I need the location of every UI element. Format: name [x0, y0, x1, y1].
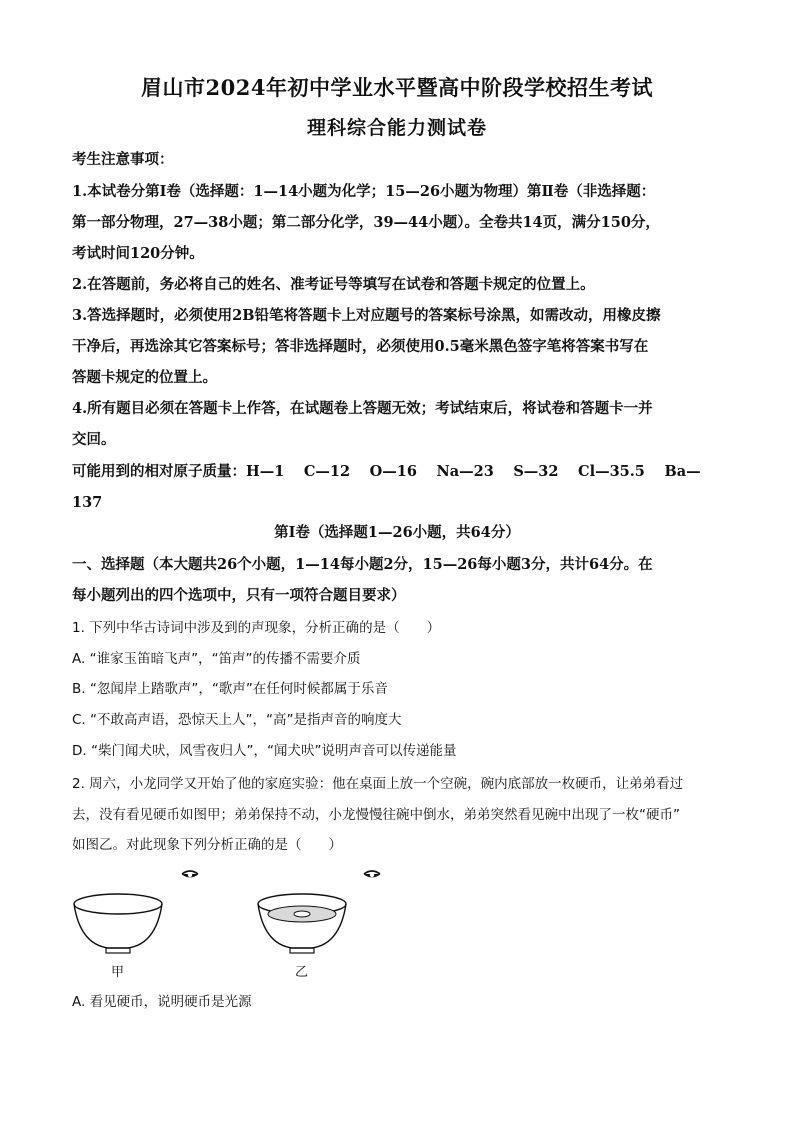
question-2-figure: [60, 862, 400, 982]
atomic-mass-line: 可能用到的相对原子质量：H—1 C—12 O—16 Na—23 S—32 Cl—35.5 Ba—: [72, 463, 701, 480]
eye-icon: [182, 871, 198, 877]
figure-label-yi: 乙: [295, 965, 309, 980]
question-2-stem: 如图乙。对此现象下列分析正确的是（ ）: [72, 837, 342, 853]
question-2-option-a: A. 看见硬币，说明硬币是光源: [72, 994, 252, 1010]
section-instructions: 每小题列出的四个选项中，只有一项符合题目要求）: [72, 587, 406, 604]
notice-line: 干净后，再选涂其它答案标号；答非选择题时，必须使用0.5毫米黑色签字笔将答案书写在: [72, 338, 649, 355]
bowl-figure: [60, 862, 400, 962]
notice-line: 3.答选择题时，必须使用2B铅笔将答题卡上对应题号的答案标号涂黑，如需改动，用橡皮擦: [72, 307, 661, 324]
notice-line: 4.所有题目必须在答题卡上作答，在试题卷上答题无效；考试结束后，将试卷和答题卡一并: [72, 400, 653, 417]
bowl-yi: [258, 894, 346, 953]
question-1-option-c: C. “不敢高声语，恐惊天上人”，“高”是指声音的响度大: [72, 712, 402, 728]
question-1-option-a: A. “谁家玉笛暗飞声”，“笛声”的传播不需要介质: [72, 651, 361, 667]
notice-heading: 考生注意事项：: [72, 151, 174, 168]
bowl-jia: [74, 894, 162, 953]
exam-title: 眉山市2024年初中学业水平暨高中阶段学校招生考试: [141, 75, 653, 100]
notice-line: 2.在答题前，务必将自己的姓名、准考证号等填写在试卷和答题卡规定的位置上。: [72, 276, 595, 293]
eye-icon: [364, 871, 380, 877]
notice-line: 交回。: [72, 431, 116, 448]
section-title: 第Ⅰ卷（选择题1—26小题，共64分）: [274, 524, 520, 541]
exam-subtitle: 理科综合能力测试卷: [306, 117, 487, 139]
coin-icon: [294, 911, 310, 917]
figure-label-jia: 甲: [111, 965, 125, 980]
notice-line: 1.本试卷分第Ⅰ卷（选择题：1—14小题为化学；15—26小题为物理）第Ⅱ卷（非选择题：: [72, 183, 656, 200]
atomic-mass-line: 137: [72, 494, 103, 511]
notice-line: 答题卡规定的位置上。: [72, 369, 217, 386]
question-1-option-d: D. “柴门闻犬吠，风雪夜归人”，“闻犬吠”说明声音可以传递能量: [72, 743, 457, 759]
question-1-stem: 1. 下列中华古诗词中涉及到的声现象，分析正确的是（ ）: [72, 620, 441, 636]
question-1-option-b: B. “忽闻岸上踏歌声”，“歌声”在任何时候都属于乐音: [72, 681, 388, 697]
notice-line: 第一部分物理，27—38小题；第二部分化学，39—44小题）。全卷共14页，满分150分，: [72, 214, 660, 231]
section-instructions: 一、选择题（本大题共26个小题，1—14每小题2分，15—26每小题3分，共计64分。在: [72, 556, 653, 573]
question-2-stem: 去，没有看见硬币如图甲；弟弟保持不动，小龙慢慢往碗中倒水，弟弟突然看见碗中出现了一枚“硬币”: [72, 807, 680, 823]
notice-line: 考试时间120分钟。: [72, 245, 204, 262]
question-2-stem: 2. 周六，小龙同学又开始了他的家庭实验：他在桌面上放一个空碗，碗内底部放一枚硬币，让弟弟看过: [72, 776, 684, 792]
